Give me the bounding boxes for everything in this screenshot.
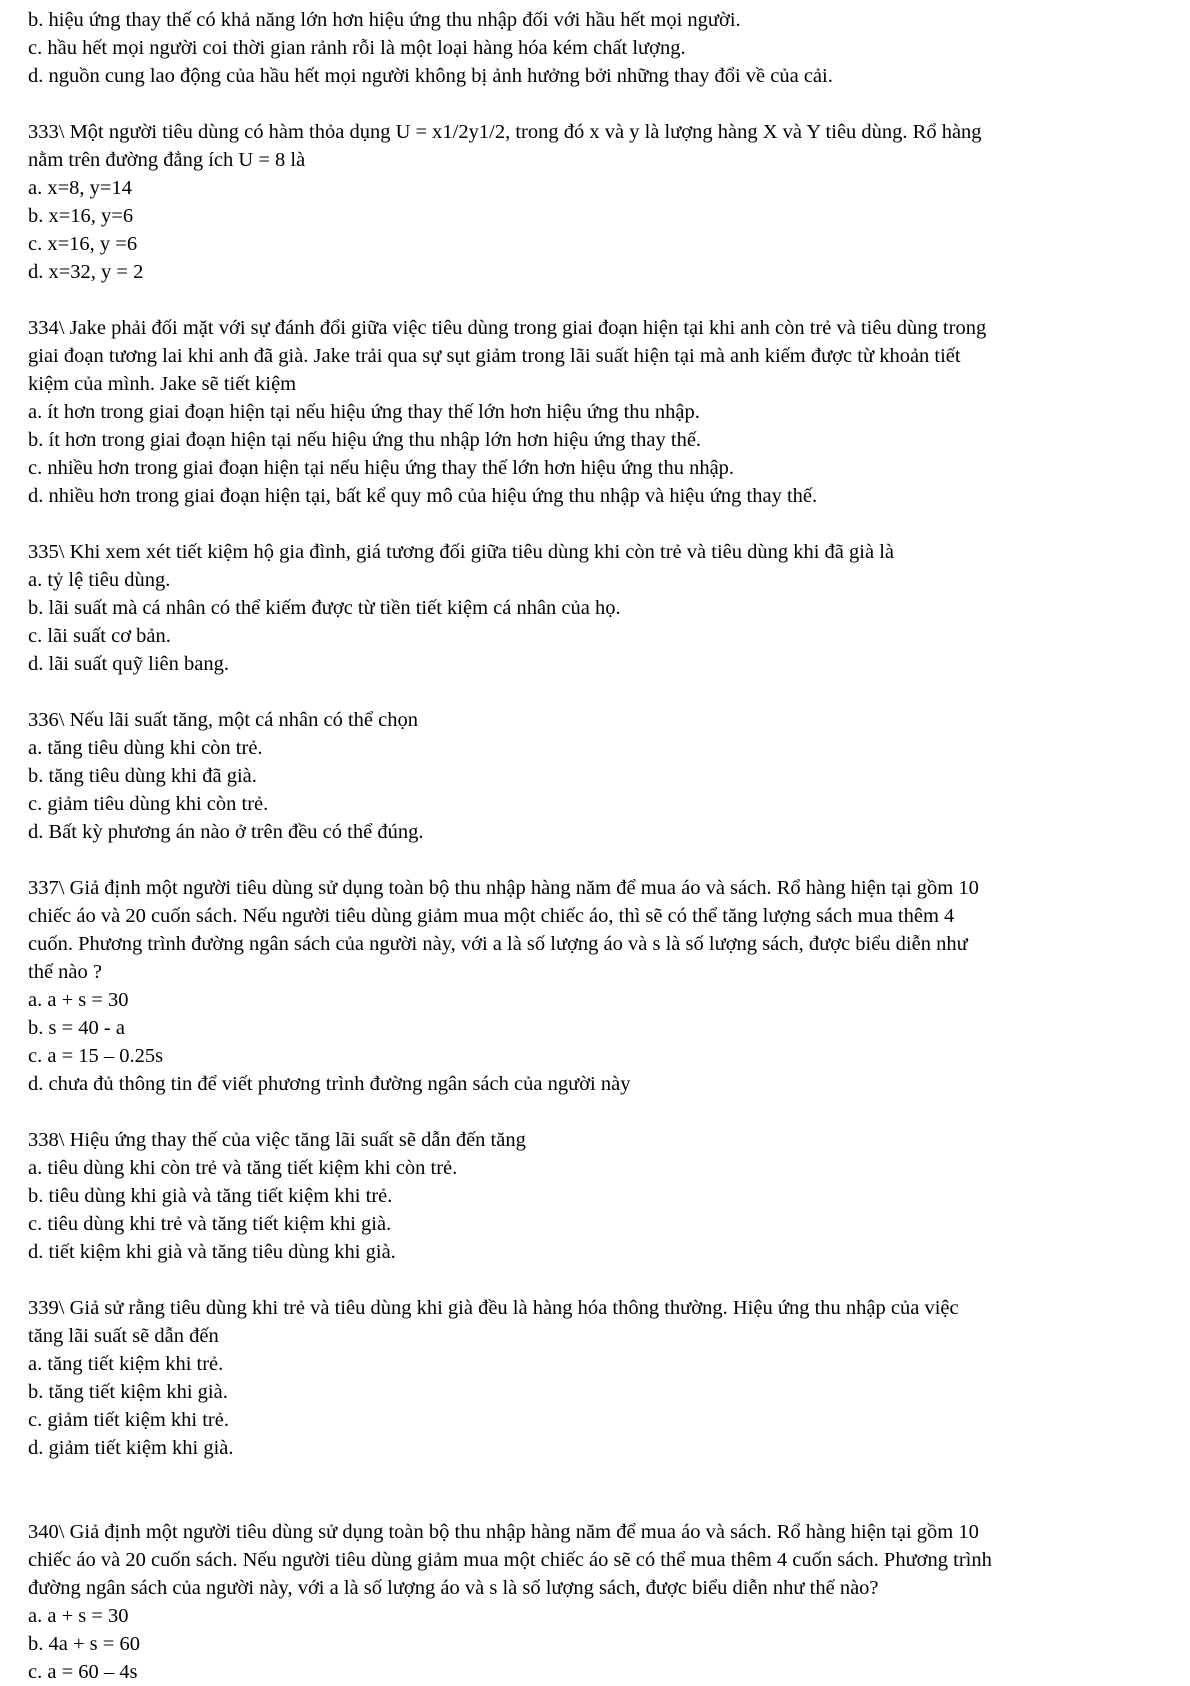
option-d: d. tiết kiệm khi già và tăng tiêu dùng khi già.: [28, 1241, 396, 1263]
question-stem: thế nào ?: [28, 961, 102, 983]
question-stem: 336\ Nếu lãi suất tăng, một cá nhân có thể chọn: [28, 709, 418, 731]
question-334: [28, 314, 1168, 510]
option-a: a. ít hơn trong giai đoạn hiện tại nếu hiệu ứng thay thế lớn hơn hiệu ứng thu nhập.: [28, 401, 700, 423]
question-340: [28, 1518, 1168, 1686]
question-stem: 337\ Giả định một người tiêu dùng sử dụng toàn bộ thu nhập hàng năm để mua áo và sách. Rổ hàng hiện tại gồm 10: [28, 877, 979, 899]
question-stem: tăng lãi suất sẽ dẫn đến: [28, 1325, 219, 1347]
intro-options: [28, 6, 1168, 90]
option-b: b. tăng tiết kiệm khi già.: [28, 1381, 228, 1403]
question-stem: nằm trên đường đẳng ích U = 8 là: [28, 149, 306, 171]
question-338: [28, 1126, 1168, 1266]
option-c: c. giảm tiết kiệm khi trẻ.: [28, 1409, 229, 1431]
option-c: c. lãi suất cơ bản.: [28, 625, 171, 647]
option-b: b. tăng tiêu dùng khi đã già.: [28, 765, 257, 787]
option-c: c. a = 15 – 0.25s: [28, 1045, 164, 1067]
question-stem: 339\ Giả sử rằng tiêu dùng khi trẻ và tiêu dùng khi già đều là hàng hóa thông thường. Hiệu ứng thu nhập của việc: [28, 1297, 959, 1319]
document-page: [28, 6, 1168, 1686]
question-stem: giai đoạn tương lai khi anh đã già. Jake trải qua sự sụt giảm trong lãi suất hiện tại mà anh kiếm được từ khoản tiết: [28, 345, 961, 367]
option-a: a. tăng tiêu dùng khi còn trẻ.: [28, 737, 263, 759]
option-d: d. chưa đủ thông tin để viết phương trình đường ngân sách của người này: [28, 1073, 631, 1095]
question-stem: đường ngân sách của người này, với a là số lượng áo và s là số lượng sách, được biểu diễn như thế nào?: [28, 1577, 879, 1599]
question-stem: chiếc áo và 20 cuốn sách. Nếu người tiêu dùng giảm mua một chiếc áo sẽ có thể mua thêm 4 cuốn sách. Phương trình: [28, 1549, 992, 1571]
option-c: c. x=16, y =6: [28, 233, 138, 255]
question-stem: kiệm của mình. Jake sẽ tiết kiệm: [28, 373, 297, 395]
question-336: [28, 706, 1168, 846]
option-a: a. tỷ lệ tiêu dùng.: [28, 569, 171, 591]
option-a: a. tăng tiết kiệm khi trẻ.: [28, 1353, 224, 1375]
option-d: d. x=32, y = 2: [28, 261, 144, 283]
option-d: d. nhiều hơn trong giai đoạn hiện tại, bất kể quy mô của hiệu ứng thu nhập và hiệu ứng thay thế.: [28, 485, 818, 507]
option-a: a. x=8, y=14: [28, 177, 132, 199]
question-337: [28, 874, 1168, 1098]
question-339: [28, 1294, 1168, 1462]
option-b: b. hiệu ứng thay thế có khả năng lớn hơn hiệu ứng thu nhập đối với hầu hết mọi người.: [28, 9, 741, 31]
option-b: b. tiêu dùng khi già và tăng tiết kiệm khi trẻ.: [28, 1185, 393, 1207]
option-c: c. nhiều hơn trong giai đoạn hiện tại nếu hiệu ứng thay thế lớn hơn hiệu ứng thu nhập.: [28, 457, 735, 479]
option-c: c. a = 60 – 4s: [28, 1661, 138, 1683]
question-stem: cuốn. Phương trình đường ngân sách của người này, với a là số lượng áo và s là số lượng sách, được biểu diễn như: [28, 933, 968, 955]
question-335: [28, 538, 1168, 678]
question-333: [28, 118, 1168, 286]
question-stem: chiếc áo và 20 cuốn sách. Nếu người tiêu dùng giảm mua một chiếc áo, thì sẽ có thể tăng lượng sách mua thêm 4: [28, 905, 955, 927]
option-d: d. Bất kỳ phương án nào ở trên đều có thể đúng.: [28, 821, 424, 843]
option-b: b. lãi suất mà cá nhân có thể kiếm được từ tiền tiết kiệm cá nhân của họ.: [28, 597, 621, 619]
option-d: d. lãi suất quỹ liên bang.: [28, 653, 229, 675]
question-stem: 340\ Giả định một người tiêu dùng sử dụng toàn bộ thu nhập hàng năm để mua áo và sách. Rổ hàng hiện tại gồm 10: [28, 1521, 979, 1543]
question-stem: 338\ Hiệu ứng thay thế của việc tăng lãi suất sẽ dẫn đến tăng: [28, 1129, 526, 1151]
option-b: b. s = 40 - a: [28, 1017, 125, 1039]
question-stem: 335\ Khi xem xét tiết kiệm hộ gia đình, giá tương đối giữa tiêu dùng khi còn trẻ và tiêu dùng khi đã già là: [28, 541, 894, 563]
option-b: b. x=16, y=6: [28, 205, 134, 227]
option-c: c. hầu hết mọi người coi thời gian rảnh rỗi là một loại hàng hóa kém chất lượng.: [28, 37, 686, 59]
option-a: a. a + s = 30: [28, 989, 129, 1011]
option-b: b. ít hơn trong giai đoạn hiện tại nếu hiệu ứng thu nhập lớn hơn hiệu ứng thay thế.: [28, 429, 702, 451]
option-d: d. nguồn cung lao động của hầu hết mọi người không bị ảnh hưởng bởi những thay đổi về của cải.: [28, 65, 833, 87]
question-stem: 334\ Jake phải đối mặt với sự đánh đổi giữa việc tiêu dùng trong giai đoạn hiện tại khi anh còn trẻ và tiêu dùng trong: [28, 317, 987, 339]
option-a: a. tiêu dùng khi còn trẻ và tăng tiết kiệm khi còn trẻ.: [28, 1157, 458, 1179]
option-a: a. a + s = 30: [28, 1605, 129, 1627]
option-c: c. tiêu dùng khi trẻ và tăng tiết kiệm khi già.: [28, 1213, 392, 1235]
option-b: b. 4a + s = 60: [28, 1633, 140, 1655]
option-d: d. giảm tiết kiệm khi già.: [28, 1437, 234, 1459]
question-stem: 333\ Một người tiêu dùng có hàm thỏa dụng U = x1/2y1/2, trong đó x và y là lượng hàng X và Y tiêu dùng. Rổ hàng: [28, 121, 982, 143]
option-c: c. giảm tiêu dùng khi còn trẻ.: [28, 793, 269, 815]
